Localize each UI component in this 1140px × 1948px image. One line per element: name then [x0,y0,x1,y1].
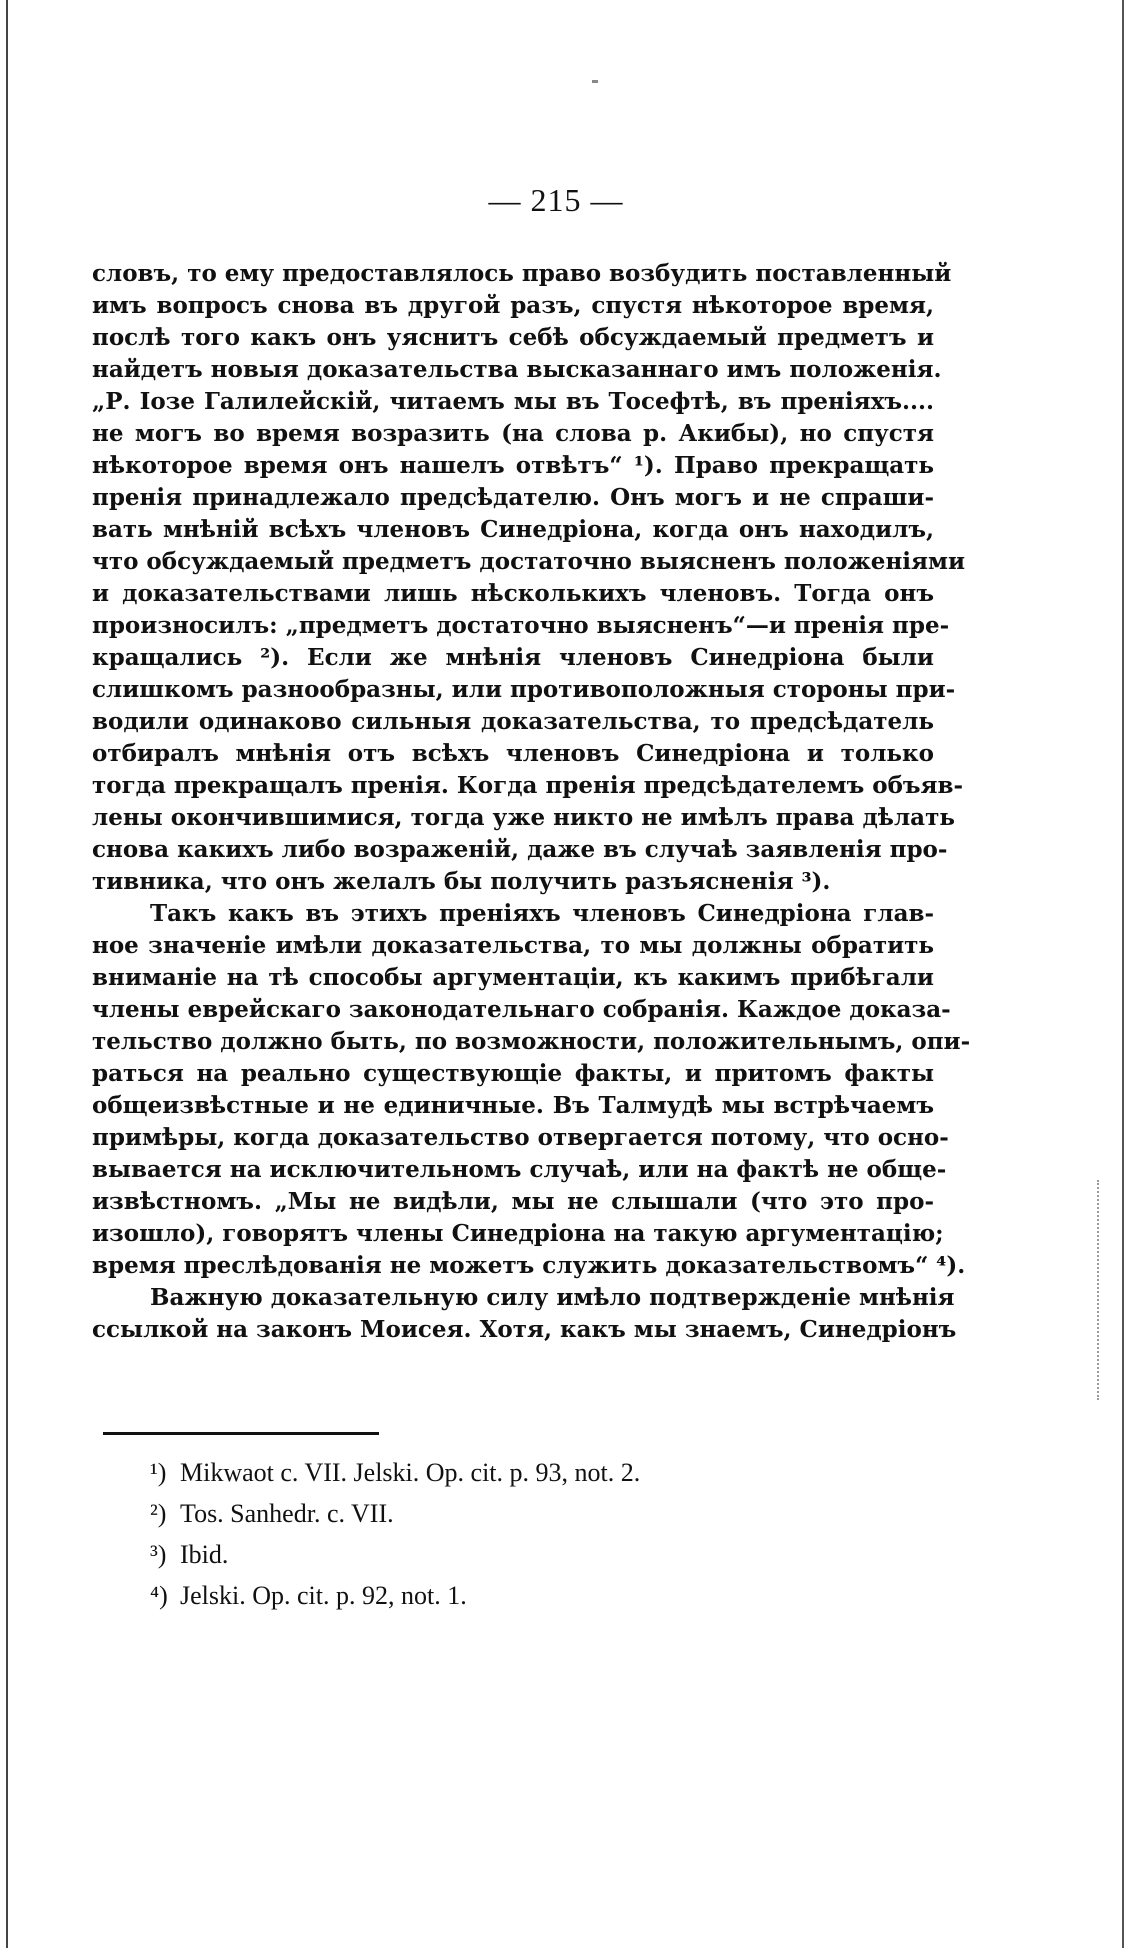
text-line: Важную доказательную силу имѣло подтвержденіе мнѣнія [150,1284,955,1311]
text-line: кращались ²). Если же мнѣнія членовъ Синедріона были [92,644,934,671]
footnote-mark: ⁴) [150,1581,168,1610]
footnote-text: Ibid. [180,1540,229,1569]
text-line: тельство должно быть, по возможности, положительнымъ, опи- [92,1028,971,1055]
text-line: вниманіе на тѣ способы аргументаціи, къ какимъ прибѣгали [92,964,934,991]
text-line: что обсуждаемый предметъ достаточно выясненъ положеніями [92,548,966,575]
text-line: ное значеніе имѣли доказательства, то мы должны обратить [92,932,934,959]
text-line: примѣры, когда доказательство отвергается потому, что осно- [92,1124,949,1151]
footnote [150,1452,850,1493]
footnote-text: Tos. Sanhedr. c. VII. [180,1499,394,1528]
text-line: общеизвѣстные и не единичные. Въ Талмудѣ мы встрѣчаемъ [92,1092,934,1119]
footnotes [150,1452,850,1616]
text-line: вать мнѣній всѣхъ членовъ Синедріона, когда онъ находилъ, [92,516,934,543]
footnote-divider [103,1432,379,1435]
text-line: вывается на исключительномъ случаѣ, или на фактѣ не обще- [92,1156,947,1183]
footnote-text: Jelski. Op. cit. p. 92, not. 1. [180,1581,467,1610]
footnote-mark: ²) [150,1499,167,1528]
footnote-mark: ¹) [150,1458,167,1487]
page-edge-dots [1097,1180,1100,1400]
text-line: лены окончившимися, тогда уже никто не имѣлъ права дѣлать [92,804,955,831]
paragraph [92,898,971,1282]
text-line: найдетъ новыя доказательства высказаннаго имъ положенія. [92,356,942,383]
footnote [150,1534,850,1575]
page-number-text: — 215 — [488,182,624,218]
page-number [0,182,1140,219]
text-line: произносилъ: „предметъ достаточно выясненъ“—и пренія пре- [92,612,950,639]
paragraph [92,1282,957,1346]
page-edge-right [1122,0,1124,1948]
text-line: не могъ во время возразить (на слова р. Акибы), но спустя [92,420,934,447]
text-line: тивника, что онъ желалъ бы получить разъясненія ³). [92,868,831,895]
text-line: тогда прекращалъ пренія. Когда пренія предсѣдателемъ объяв- [92,772,964,799]
text-line: и доказательствами лишь нѣсколькихъ членовъ. Тогда онъ [92,580,934,607]
text-line: нѣкоторое время онъ нашелъ отвѣтъ“ ¹). Право прекращать [92,452,934,479]
text-line: Такъ какъ въ этихъ преніяхъ членовъ Синедріона глав- [150,900,934,927]
text-line: отбиралъ мнѣнія отъ всѣхъ членовъ Синедріона и только [92,740,934,767]
text-line: время преслѣдованія не можетъ служить доказательствомъ“ ⁴). [92,1252,966,1279]
text-line: снова какихъ либо возраженій, даже въ случаѣ заявленія про- [92,836,948,863]
text-line: пренія принадлежало предсѣдателю. Онъ могъ и не спраши- [92,484,934,511]
footnote [150,1493,850,1534]
text-line: имъ вопросъ снова въ другой разъ, спустя нѣкоторое время, [92,292,934,319]
paragraph [92,258,966,898]
body-text [92,258,971,1346]
text-line: ссылкой на законъ Моисея. Хотя, какъ мы знаемъ, Синедріонъ [92,1316,957,1343]
text-line: „Р. Іозе Галилейскій, читаемъ мы въ Тосефтѣ, въ преніяхъ.... [92,388,934,415]
text-line: извѣстномъ. „Мы не видѣли, мы не слышали (что это про- [92,1188,934,1215]
text-line: слишкомъ разнообразны, или противоположныя стороны при- [92,676,956,703]
text-line: водили одинаково сильныя доказательства, то предсѣдатель [92,708,934,735]
footnote [150,1575,850,1616]
footnote-text: Mikwaot c. VII. Jelski. Op. cit. p. 93, not. 2. [180,1458,641,1487]
scan-speck [592,80,598,83]
text-line: словъ, то ему предоставлялось право возбудить поставленный [92,260,952,287]
footnote-mark: ³) [150,1540,167,1569]
text-line: члены еврейскаго законодательнаго собранія. Каждое доказа- [92,996,951,1023]
text-line: изошло), говорятъ члены Синедріона на такую аргументацію; [92,1220,944,1247]
text-line: раться на реально существующіе факты, и притомъ факты [92,1060,934,1087]
page-edge-left [6,0,8,1948]
text-line: послѣ того какъ онъ уяснитъ себѣ обсуждаемый предметъ и [92,324,934,351]
